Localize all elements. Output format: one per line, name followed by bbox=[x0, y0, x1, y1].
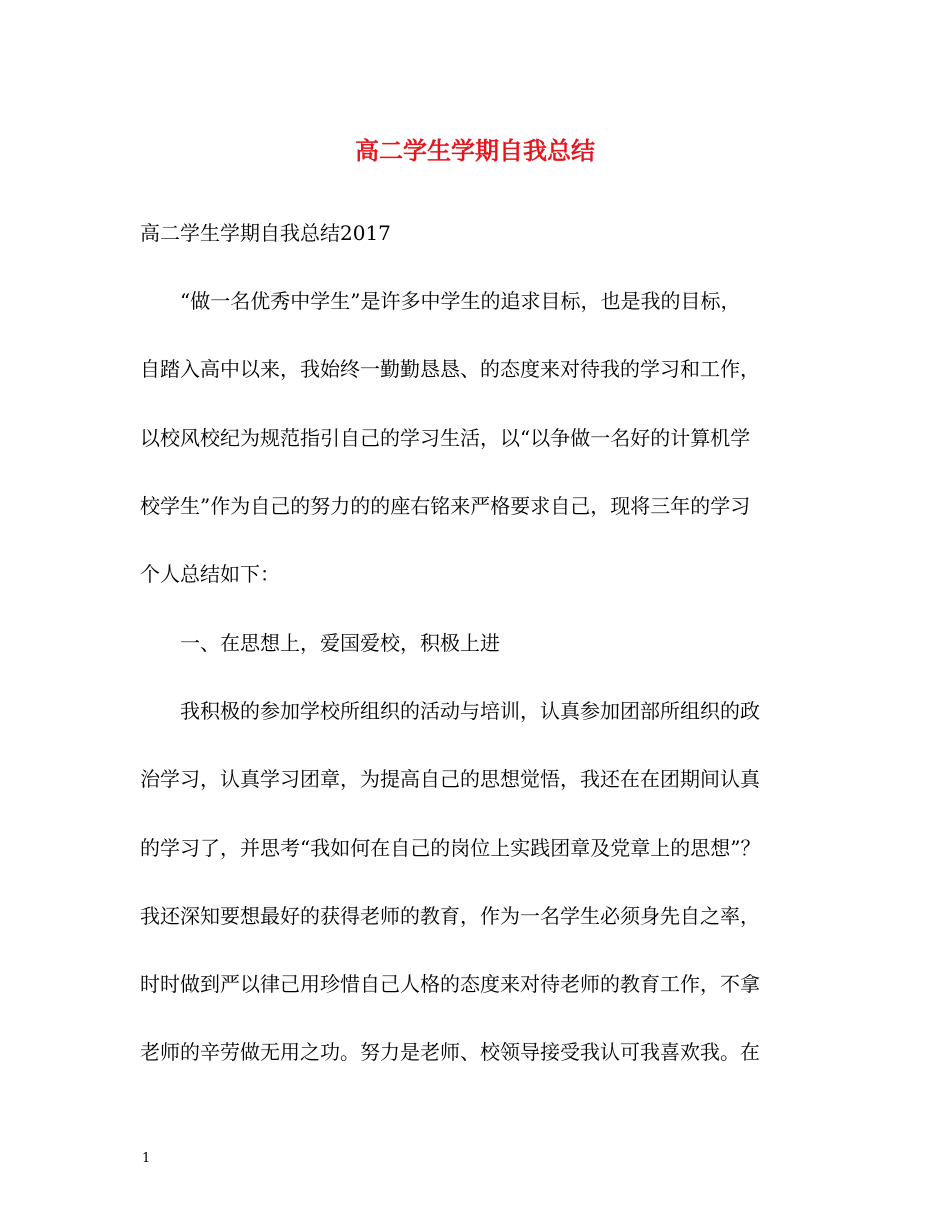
section-heading: 一、在思想上，爱国爱校，积极上进 bbox=[180, 631, 500, 655]
paragraph-line-9: 的学习了，并思考“我如何在自己的岗位上实践团章及党章上的思想”？ bbox=[140, 836, 761, 860]
paragraph-line-12: 老师的辛劳做无用之功。努力是老师、校领导接受我认可我喜欢我。在 bbox=[140, 1040, 760, 1064]
paragraph-line-3: 以校风校纪为规范指引自己的学习生活，以“以争做一名好的计算机学 bbox=[140, 426, 751, 450]
paragraph-line-8: 治学习，认真学习团章，为提高自己的思想觉悟，我还在在团期间认真 bbox=[140, 767, 760, 791]
paragraph-line-1: “做一名优秀中学生”是许多中学生的追求目标，也是我的目标， bbox=[180, 289, 741, 313]
document-subtitle: 高二学生学期自我总结2017 bbox=[140, 221, 391, 245]
page-number: 1 bbox=[142, 1151, 151, 1166]
paragraph-line-7: 我积极的参加学校所组织的活动与培训，认真参加团部所组织的政 bbox=[180, 699, 760, 723]
paragraph-line-5: 个人总结如下： bbox=[140, 562, 280, 586]
paragraph-line-11: 时时做到严以律己用珍惜自己人格的态度来对待老师的教育工作，不拿 bbox=[140, 972, 760, 996]
document-title: 高二学生学期自我总结 bbox=[355, 136, 595, 165]
paragraph-line-4: 校学生”作为自己的努力的的座右铭来严格要求自己，现将三年的学习 bbox=[140, 494, 751, 518]
paragraph-line-10: 我还深知要想最好的获得老师的教育，作为一名学生必须身先自之率， bbox=[140, 904, 760, 928]
paragraph-line-2: 自踏入高中以来，我始终一勤勤恳恳、的态度来对待我的学习和工作， bbox=[140, 357, 760, 381]
